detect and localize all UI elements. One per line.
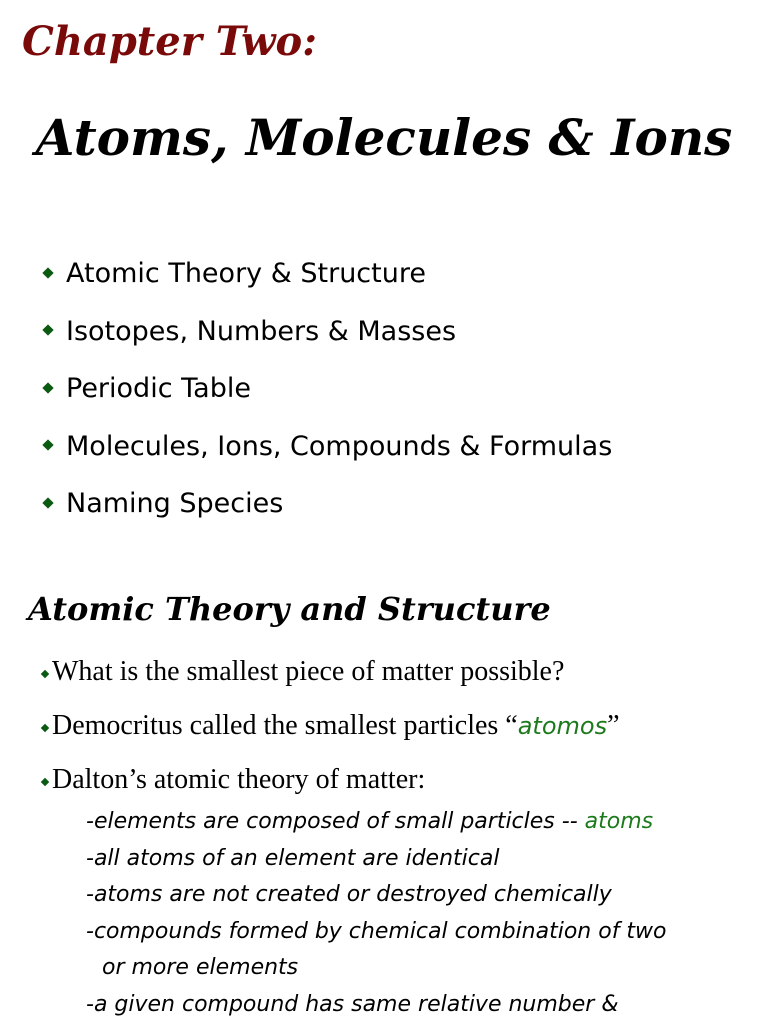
question-smallest-matter	[40, 656, 564, 688]
diamond-bullet-icon	[41, 777, 49, 785]
diamond-bullet-icon	[42, 267, 53, 278]
postulate-item: -all atoms of an element are identical	[86, 845, 500, 871]
outline-item	[40, 254, 612, 312]
closing-quote: ”	[607, 710, 620, 741]
outline-item-label: Periodic Table	[66, 373, 251, 404]
atomos-term: atomos	[517, 712, 608, 740]
democritus-text: Democritus called the smallest particles “	[52, 710, 518, 741]
postulate-text: -elements are composed of small particles --	[86, 809, 585, 834]
diamond-bullet-icon	[42, 439, 53, 450]
chapter-label: Chapter Two:	[22, 18, 317, 65]
question-text: What is the smallest piece of matter possible?	[52, 656, 565, 687]
outline-item	[40, 427, 612, 485]
outline-item-label: Isotopes, Numbers & Masses	[66, 315, 457, 347]
outline-item	[40, 484, 612, 542]
diamond-bullet-icon	[42, 497, 53, 508]
postulate-item: -compounds formed by chemical combination of two	[86, 918, 667, 944]
diamond-bullet-icon	[41, 723, 49, 731]
outline-item-label: Molecules, Ions, Compounds & Formulas	[66, 430, 613, 462]
diamond-bullet-icon	[42, 382, 53, 393]
outline-item-label: Naming Species	[66, 488, 284, 519]
section-title: Atomic Theory and Structure	[28, 590, 551, 628]
postulate-item: -a given compound has same relative number &	[86, 991, 619, 1017]
atoms-term: atoms	[584, 809, 654, 834]
chapter-outline	[40, 254, 612, 542]
dalton-postulates	[86, 805, 667, 1024]
dalton-heading	[40, 764, 425, 796]
outline-item	[40, 369, 612, 427]
postulate-item: -atoms are not created or destroyed chemically	[86, 882, 612, 907]
postulate-item-continuation: or more elements	[102, 955, 299, 980]
diamond-bullet-icon	[41, 669, 49, 677]
outline-item	[40, 312, 612, 370]
outline-item-label: Atomic Theory & Structure	[66, 258, 426, 289]
democritus-line	[40, 710, 620, 742]
dalton-heading-text: Dalton’s atomic theory of matter:	[52, 764, 426, 795]
diamond-bullet-icon	[42, 324, 53, 335]
page-title: Atoms, Molecules & Ions	[35, 108, 733, 167]
postulate-item	[86, 805, 667, 842]
